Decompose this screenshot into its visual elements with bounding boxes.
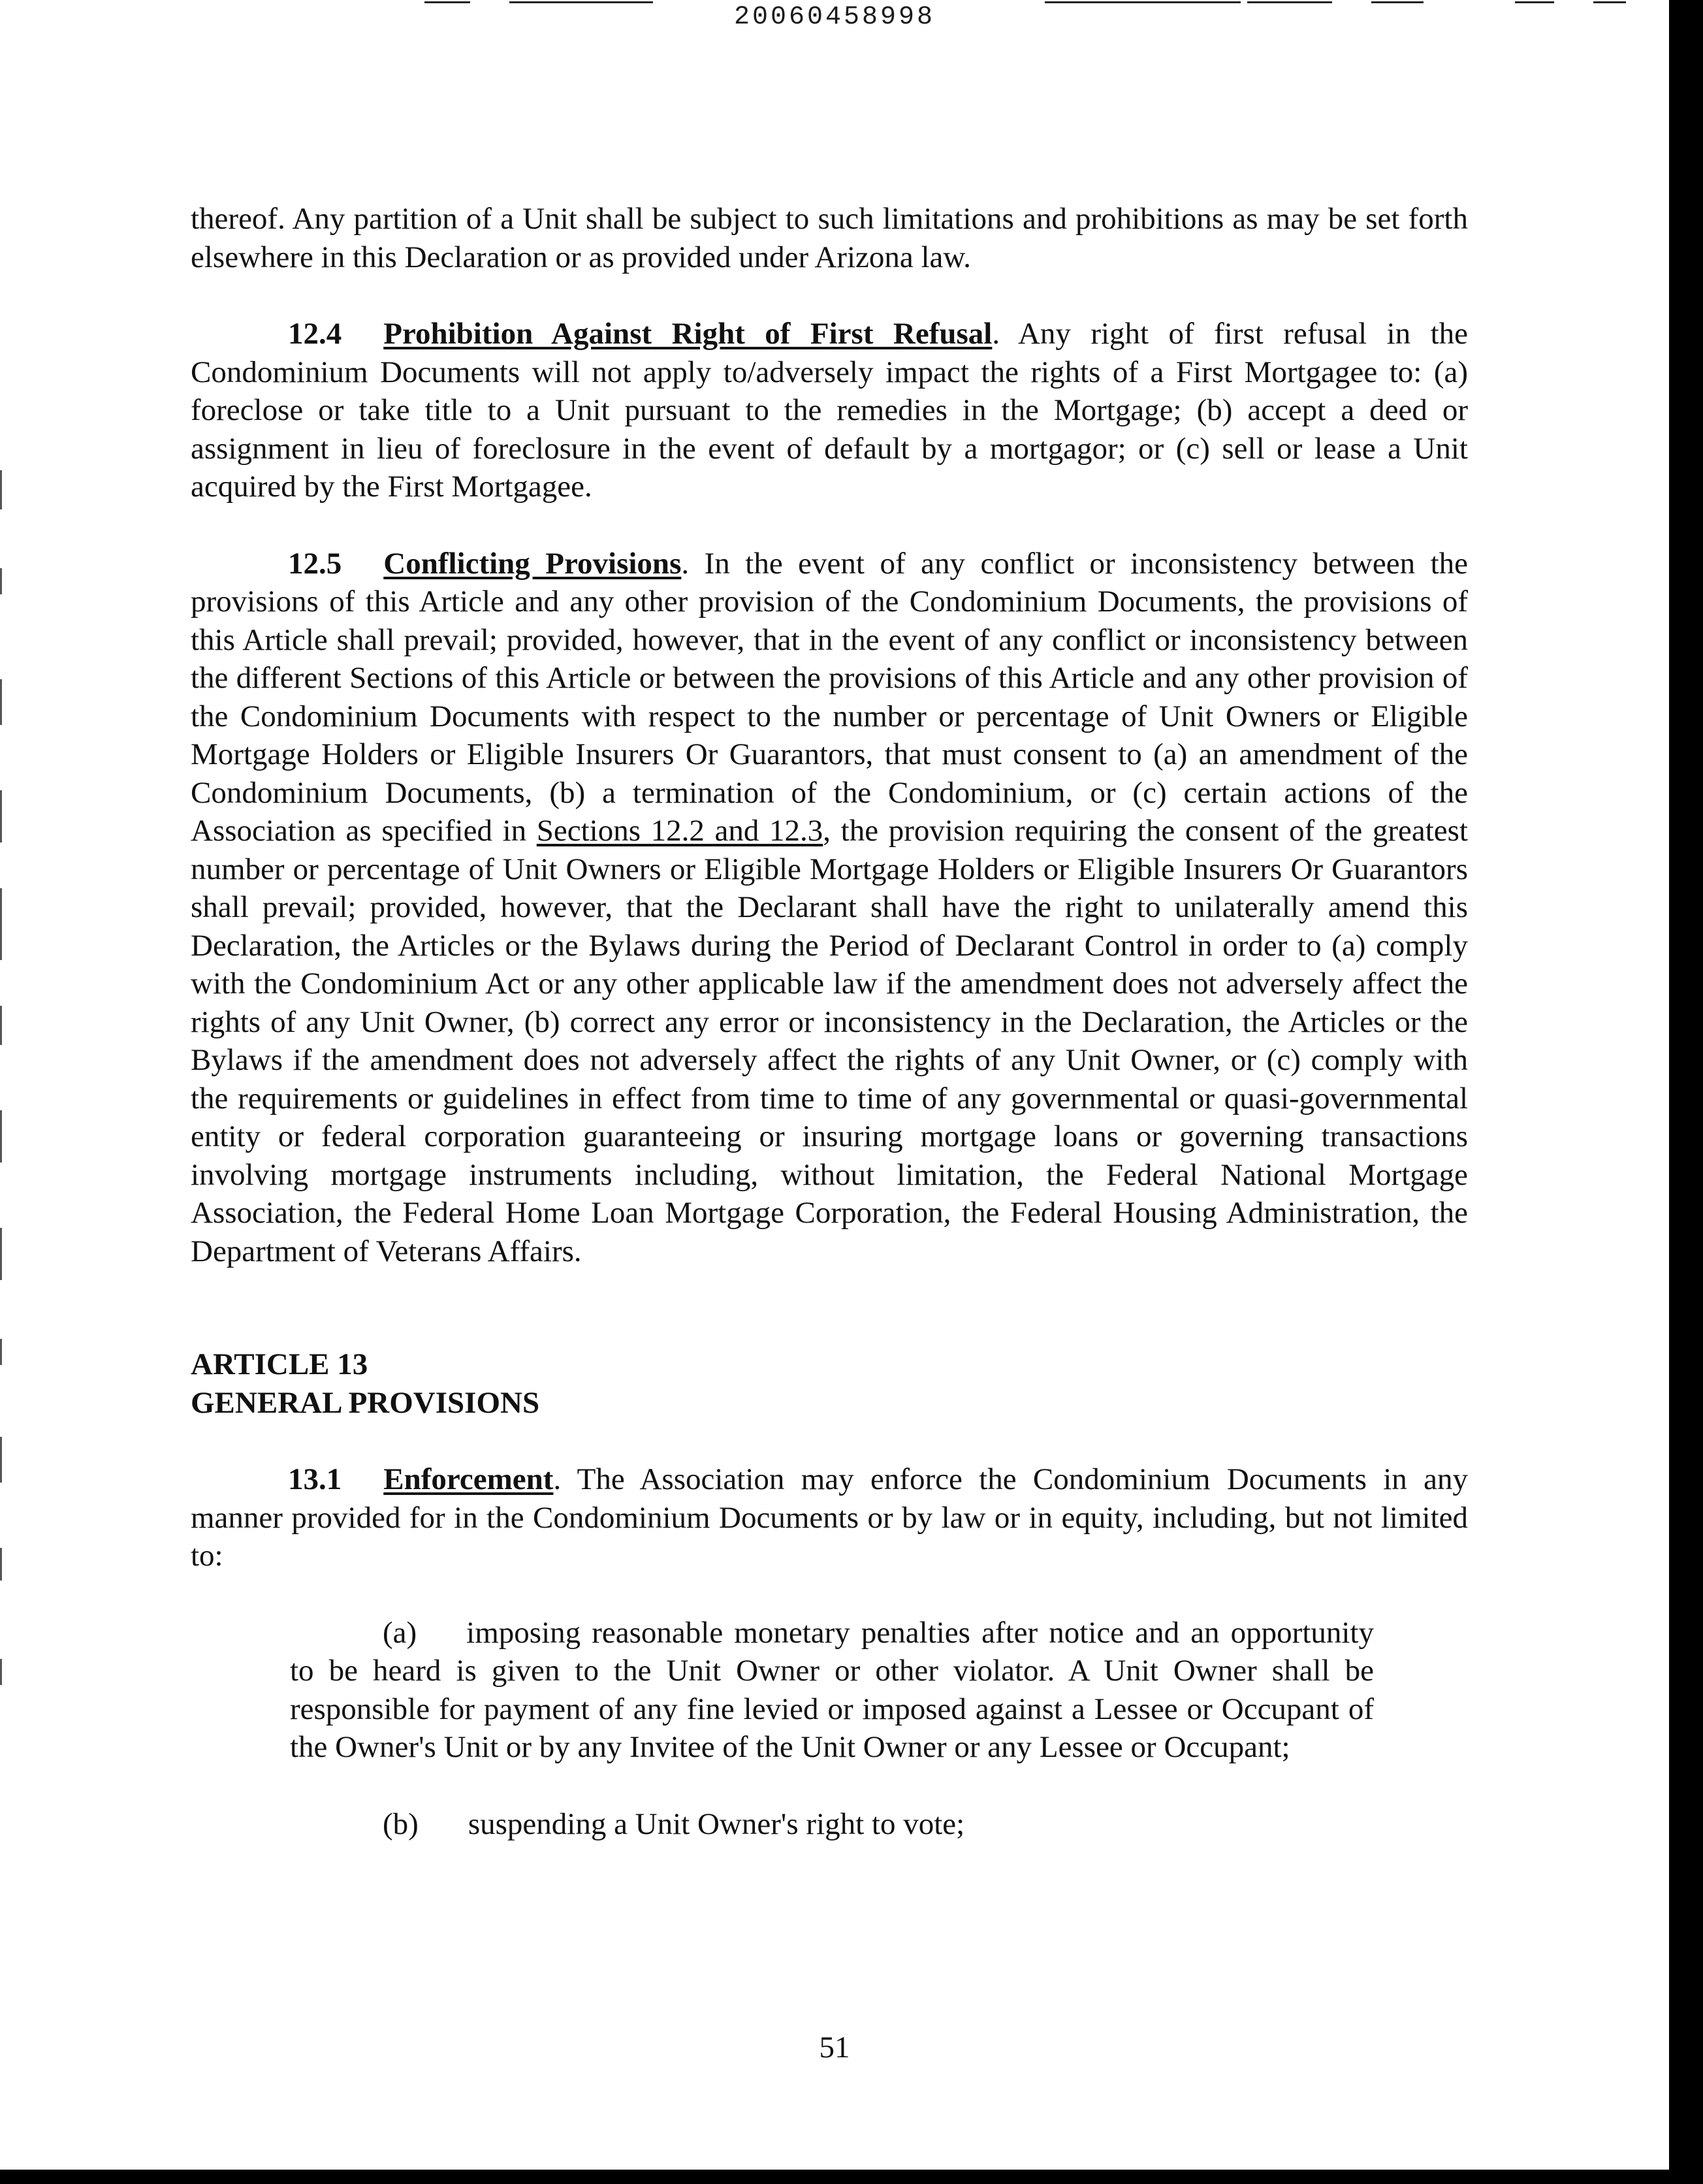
- section-body: . The Association may enforce the Condominium Documents in any manner provided for in the Condominium Documents or by law or in equity, including, but not limited to:: [191, 1462, 1468, 1573]
- article-number: ARTICLE 13: [191, 1347, 368, 1381]
- section-reference: Sections 12.2 and 12.3: [536, 814, 823, 848]
- scan-margin-mark: [0, 1339, 2, 1365]
- section-number: 13.1: [288, 1462, 342, 1496]
- list-item-label: (b): [383, 1807, 419, 1841]
- scan-margin-mark: [0, 1437, 2, 1483]
- section-12-5: [191, 545, 1468, 1271]
- list-item-label: (a): [383, 1615, 417, 1650]
- article-title: GENERAL PROVISIONS: [191, 1385, 540, 1420]
- section-number: 12.5: [288, 546, 342, 581]
- section-13-1: [191, 1460, 1468, 1575]
- page-number: 51: [819, 2031, 850, 2064]
- list-item: [290, 1614, 1374, 1767]
- scan-margin-mark: [0, 568, 2, 594]
- section-title: Prohibition Against Right of First Refusal: [383, 317, 993, 351]
- list-item: [290, 1805, 1374, 1844]
- scan-margin-mark: [0, 888, 2, 960]
- scan-margin-mark: [0, 790, 2, 843]
- intro-paragraph: thereof. Any partition of a Unit shall be subject to such limitations and prohibitions as may be set forth elsewhere in this Declaration or as provided under Arizona law.: [191, 202, 1468, 274]
- scan-margin-mark: [0, 1548, 2, 1581]
- scan-border-right: [1669, 0, 1703, 2184]
- section-12-4: [191, 315, 1468, 506]
- section-title: Conflicting Provisions: [383, 546, 682, 581]
- section-body-continued: , the provision requiring the consent of the greatest number or percentage of Unit Owners or Eligible Mortgage Holders or Eligible Insurers Or Guarantors shall prevail; provided, however, that the Declarant shall have the right to unilaterally amend this Declaration, the Articles or the Bylaws during the Period of Declarant Control in order to (a) comply with the Condominium Act or any other applicable law if the amendment does not adversely affect the rights of any Unit Owner, (b) correct any error or inconsistency in the Declaration, the Articles or the Bylaws if the amendment does not adversely affect the rights of any Unit Owner, or (c) comply with the requirements or guidelines in effect from time to time of any governmental or quasi-governmental entity or federal corporation guaranteeing or insuring mortgage loans or governing transactions involving mortgage instruments including, without limitation, the Federal National Mortgage Association, the Federal Home Loan Mortgage Corporation, the Federal Housing Administration, the Department of Veterans Affairs.: [191, 814, 1468, 1268]
- scan-margin-mark: [0, 679, 2, 725]
- section-body: . Any right of first refusal in the Condominium Documents will not apply to/adversely impact the rights of a First Mortgagee to: (a) foreclose or take title to a Unit pursuant to the remedies in the Mortgage; (b) accept a deed or assignment in lieu of foreclosure in the event of default by a mortgagor; or (c) sell or lease a Unit acquired by the First Mortgagee.: [191, 317, 1469, 504]
- section-number: 12.4: [288, 317, 342, 351]
- scan-margin-mark: [0, 1659, 2, 1685]
- enforcement-list: [290, 1614, 1374, 1844]
- document-body: [191, 200, 1468, 1843]
- section-title: Enforcement: [383, 1462, 554, 1496]
- list-item-text: suspending a Unit Owner's right to vote;: [468, 1807, 965, 1841]
- document-number: 20060458998: [733, 3, 936, 32]
- scan-margin-mark: [0, 1228, 2, 1280]
- scan-margin-mark: [0, 470, 2, 509]
- scan-border-bottom: [0, 2170, 1703, 2184]
- section-body: . In the event of any conflict or inconsistency between the provisions of this Article and any other provision of the Condominium Documents, the provisions of this Article shall prevail; provided, however, that in the event of any conflict or inconsistency between the different Sections of this Article or between the provisions of this Article and any other provision of the Condominium Documents with respect to the number or percentage of Unit Owners or Eligible Mortgage Holders or Eligible Insurers Or Guarantors, that must consent to (a) an amendment of the Condominium Documents, (b) a termination of the Condominium, or (c) certain actions of the Association as specified in: [191, 546, 1468, 848]
- scan-margin-mark: [0, 1110, 2, 1163]
- scan-margin-mark: [0, 1006, 2, 1045]
- list-item-text: imposing reasonable monetary penalties after notice and an opportunity to be heard is given to the Unit Owner or other violator. A Unit Owner shall be responsible for payment of any fine levied or imposed against a Lessee or Occupant of the Owner's Unit or by any Invitee of the Unit Owner or any Lessee or Occupant;: [290, 1615, 1374, 1764]
